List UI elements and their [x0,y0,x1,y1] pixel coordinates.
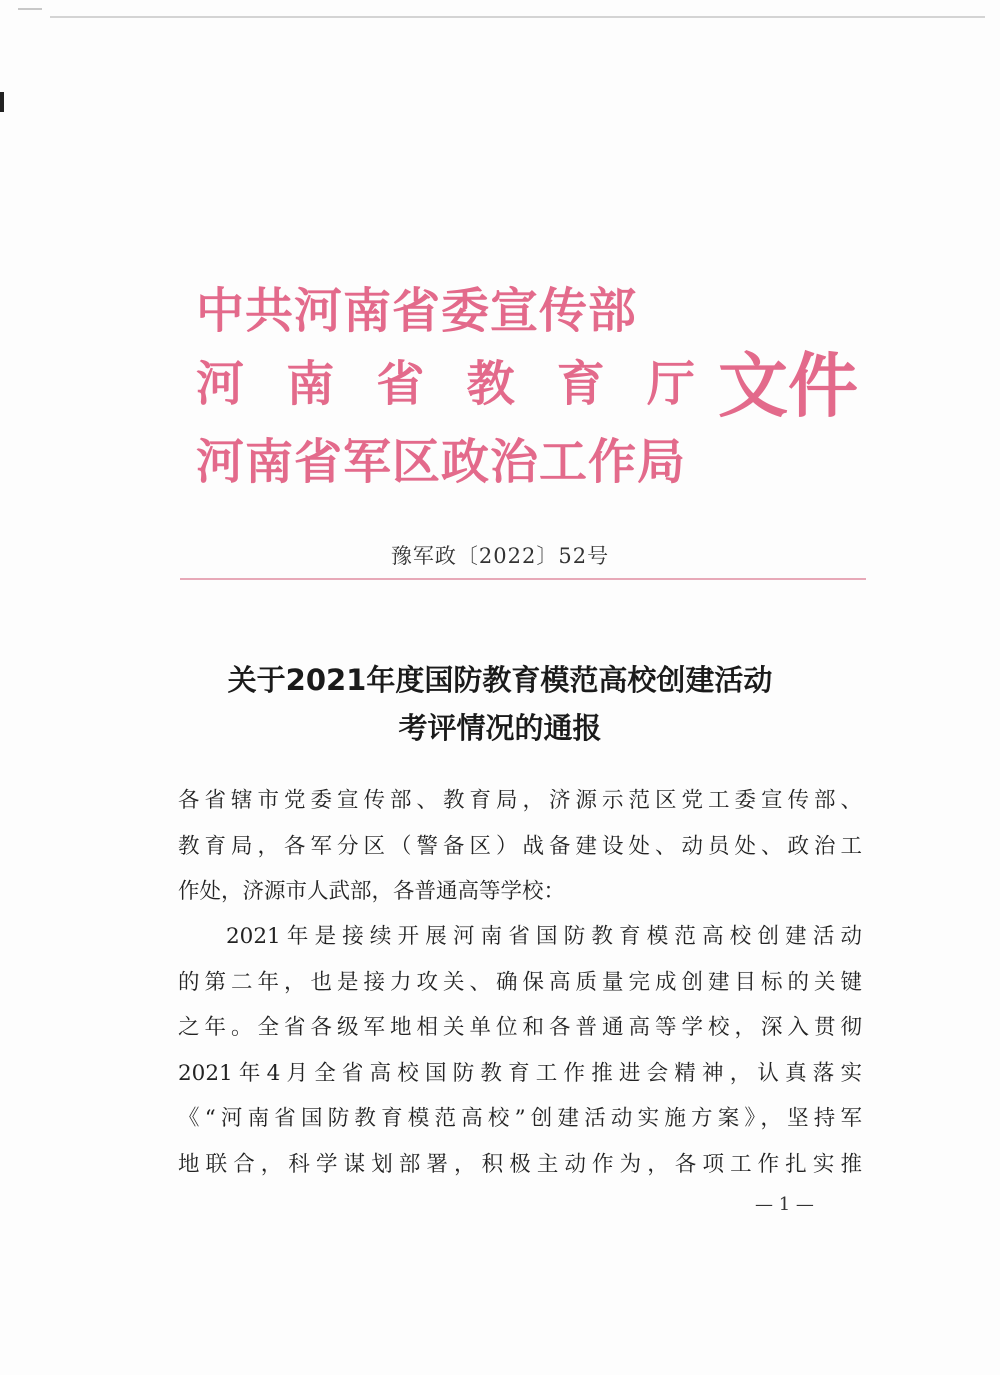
red-divider [180,578,866,580]
issuer-education-department [196,345,696,414]
body-paragraph [178,914,862,1187]
document-title-line-1: 关于2021年度国防教育模范高校创建活动 [227,663,773,697]
body-line: 《“河南省国防教育模范高校”创建活动实施方案》，坚持军 [178,1106,862,1131]
scan-top-border [50,16,985,18]
addressee-paragraph [178,778,862,915]
page-number: — 1 — [755,1194,814,1215]
issuer-publicity-department: 中共河南省委宣传部 [196,283,638,339]
document-type-label: 文件 [718,345,858,427]
body-line: 2021年4月全省高校国防教育工作推进会精神，认真落实 [178,1060,862,1086]
issuer-char: 教 [466,356,516,412]
body-line: 地联合，科学谋划部署，积极主动作为，各项工作扎实推 [178,1151,862,1177]
body-line: 的第二年，也是接力攻关、确保高质量完成创建目标的关键 [178,969,862,995]
document-title-line-2: 考评情况的通报 [398,711,602,745]
body-line: 之年。全省各级军地相关单位和各普通高等学校，深入贯彻 [178,1015,862,1040]
addressee-line: 各省辖市党委宣传部、教育局，济源示范区党工委宣传部、 [178,788,862,813]
issuer-char: 厅 [646,356,696,412]
issuer-char: 育 [556,356,606,412]
body-line: 2021年是接续开展河南省国防教育模范高校创建活动 [226,924,862,949]
addressee-line: 教育局，各军分区（警备区）战备建设处、动员处、政治工 [178,833,862,859]
addressee-line: 作处，济源市人武部，各普通高等学校： [178,879,566,904]
document-number: 豫军政〔2022〕52号 [390,544,610,568]
issuer-military-political-bureau: 河南省军区政治工作局 [196,434,687,490]
issuer-char: 省 [376,356,426,412]
issuer-char: 南 [286,356,336,412]
issuer-char: 河 [196,356,246,412]
scan-edge-mark [0,92,4,112]
scan-corner-mark [18,0,42,10]
